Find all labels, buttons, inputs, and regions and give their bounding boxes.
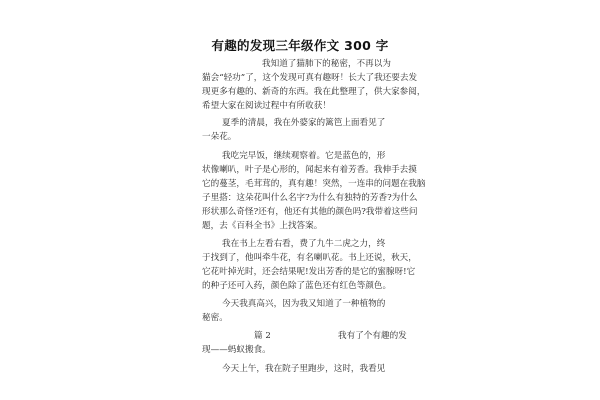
- text-line: 一朵花。: [202, 132, 237, 142]
- text-line: 状像喇叭，叶子是心形的，闻起来有着芳香。我伸手去摸: [202, 165, 417, 175]
- text-line: 它花叶掉光时，还会结果呢!发出芳香的是它的蜜腺呀!它: [202, 267, 416, 277]
- text-line: 我在书上左看右看，费了九牛二虎之力，终: [222, 239, 386, 249]
- page-title: 有趣的发现三年级作文 300 字: [211, 38, 389, 53]
- text-line: 我知道了猫肺下的秘密，不再以为: [262, 59, 391, 69]
- text-line: 于找到了，他叫牵牛花，有名喇叭花。书上还说，秋天，: [202, 253, 417, 263]
- text-line: 形状那么奇怪?还有，他还有其他的颜色吗?我带着这些问: [202, 207, 418, 217]
- text-line: 的种子还可入药，颜色除了蓝色还有红色等颜色。: [202, 281, 392, 291]
- text-line: 今天上午，我在院子里跑步，这时，我看见: [222, 364, 386, 374]
- text-line: 现更多有趣的、新奇的东西。我在此整理了，供大家参阅，: [202, 87, 426, 97]
- text-line: 子里搭：这朵花叫什么名字?为什么有独特的芳香?为什么: [202, 193, 418, 203]
- text-line: 现——蚂蚁搬食。: [202, 345, 271, 355]
- section-heading: 篇 2: [254, 331, 271, 341]
- text-line: 我有了个有趣的发: [338, 331, 407, 341]
- text-line: 题，去《百科全书》上找答案。: [202, 221, 323, 231]
- text-line: 我吃完早饭，继续观察着。它是蓝色的，形: [222, 151, 386, 161]
- text-line: 夏季的清晨，我在外婆家的篱笆上面看见了: [222, 118, 386, 128]
- text-line: 今天我真高兴，因为我又知道了一种植物的: [222, 299, 386, 309]
- text-line: 希望大家在阅读过程中有所收获！: [202, 101, 331, 111]
- text-line: 猫会“轻功”了，这个发现可真有趣呀！长大了我还要去发: [202, 73, 418, 83]
- text-line: 秘密。: [202, 313, 228, 323]
- text-line: 它的蔓茎，毛茸茸的，真有趣！突然，一连串的问题在我脑: [202, 179, 426, 189]
